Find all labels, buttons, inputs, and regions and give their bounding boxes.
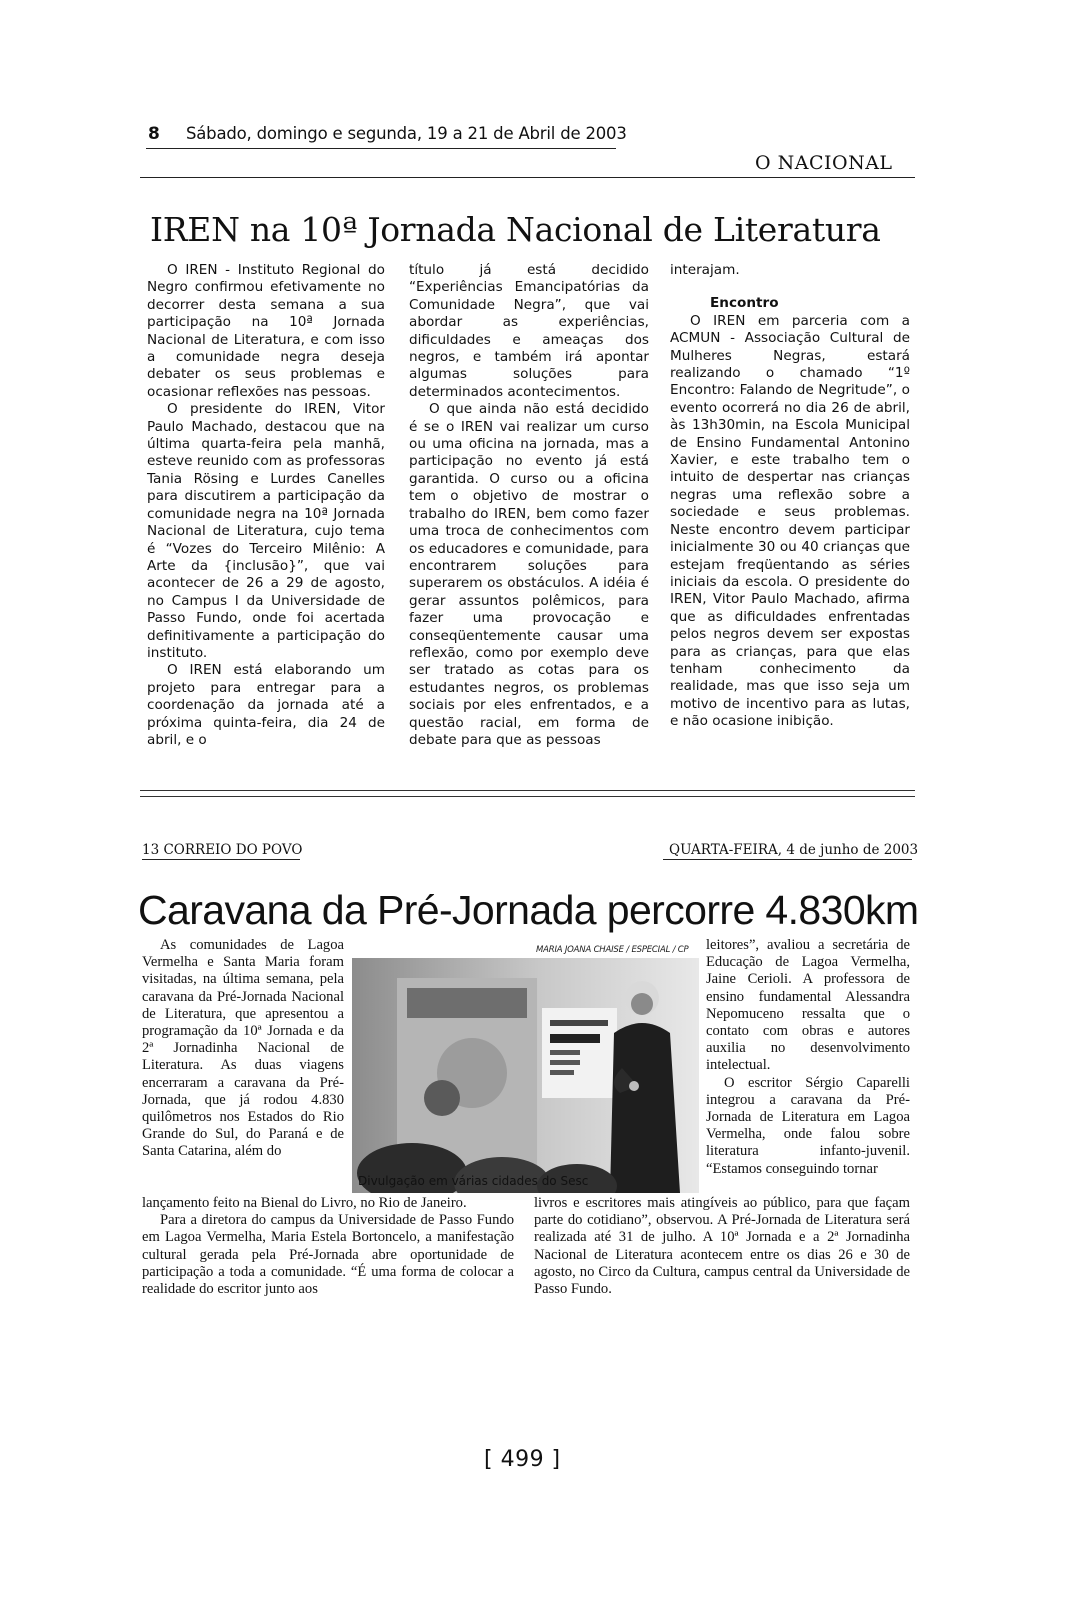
paragraph: O que ainda não está decidido é se o IREN vai realizar um curso ou uma oficina na jornada, mas a participação no evento já está garantida. O curso ou a oficina tem o objetivo de mostrar o trabalho do IREN, bem como fazer uma troca de conhecimentos com os educadores e comunidade, para encontrarem soluções para superarem os obstáculos. A idéia é gerar assuntos polêmicos, para fazer uma provocação e conseqüentemente causar uma reflexão, como por exemplo deve ser tratado as cotas para os estudantes negros, os problemas sociais por eles enfrentados, e a questão racial, em forma de debate para que as pessoas	[409, 401, 649, 748]
article-column-3	[670, 262, 910, 731]
paragraph: lançamento feito na Bienal do Livro, no Rio de Janeiro.	[142, 1195, 467, 1211]
page-number: 8	[148, 124, 160, 144]
article-column-right-narrow	[706, 937, 910, 1178]
date-line: Sábado, domingo e segunda, 19 a 21 de Abril de 2003	[186, 124, 627, 143]
paragraph: O IREN está elaborando um projeto para entregar para a coordenação da jornada até a próxima quinta-feira, dia 24 de abril, e o	[147, 662, 385, 748]
paragraph: título já está decidido “Experiências Emancipatórias da Comunidade Negra”, que vai abordar as experiências, dificuldades e ameaças dos negros, e também irá apontar algumas soluções para determinados acontecimentos.	[409, 262, 649, 400]
paragraph: O escritor Sérgio Caparelli integrou a caravana da Pré-Jornada de Literatura em Lagoa Vermelha, onde falou sobre literatura infanto-juvenil. “Estamos conseguindo tornar	[706, 1074, 910, 1177]
paragraph: leitores”, avaliou a secretária de Educação de Lagoa Vermelha, Jaine Cerioli. A professora de ensino fundamental Alessandra Nepomuceno ressalta que o contato com obras e autores auxilia no desenvolvimento intelectual.	[706, 937, 910, 1074]
paragraph: Para a diretora do campus da Universidade de Passo Fundo em Lagoa Vermelha, Maria Estela Bortoncelo, a manifestação cultural gerada pela Pré-Jornada abre oportunidade de participação a toda a comunidade. “É uma forma de colocar a realidade do escritor junto aos	[142, 1212, 514, 1298]
article-column-2	[409, 262, 649, 749]
source-rule	[142, 859, 300, 860]
headline-iren: IREN na 10ª Jornada Nacional de Literatura	[150, 210, 881, 249]
article-column-left-wide	[142, 1195, 514, 1298]
clipping-date: QUARTA-FEIRA, 4 de junho de 2003	[669, 842, 919, 858]
article-column-left-narrow	[142, 937, 344, 1161]
photo-credit: MARIA JOANA CHAISE / ESPECIAL / CP	[536, 945, 689, 955]
photo-caption: Divulgação em várias cidades do Sesc	[358, 1174, 589, 1188]
clipping-source: 13 CORREIO DO POVO	[142, 842, 303, 858]
paragraph: O IREN em parceria com a ACMUN - Associação Cultural de Mulheres Negras, estará realizando o chamado “1º Encontro: Falando de Negritude”, o evento ocorrerá no dia 26 de abril, às 13h30min, na Escola Municipal de Ensino Fundamental Antonino Xavier, e este trabalho tem o intuito de despertar nas crianças negras uma reflexão sobre a sociedade e seus problemas. Neste encontro devem participar inicialmente 30 ou 40 crianças que estejam freqüentando as séries iniciais da escola. O presidente do IREN, Vitor Paulo Machado, afirma que as dificuldades enfrentadas pelos negros devem ser expostas para as crianças, para que elas tenham conhecimento da realidade, mas que isso seja um motivo de incentivo para as lutas, e não ocasione inibição.	[670, 312, 910, 730]
article-column-1	[147, 262, 385, 749]
separator-rule	[140, 790, 915, 791]
headline-caravana: Caravana da Pré-Jornada percorre 4.830km	[138, 887, 919, 933]
photo-illustration	[352, 958, 699, 1193]
paragraph: O IREN - Instituto Regional do Negro confirmou efetivamente no decorrer desta semana a sua participação na 10ª Jornada Nacional de Literatura, e com isso a comunidade negra deseja debater os seus problemas e ocasionar reflexões nas pessoas.	[147, 262, 385, 400]
newspaper-rule	[140, 177, 915, 178]
event-photo	[352, 958, 699, 1193]
paragraph: interajam.	[670, 262, 740, 278]
newspaper-name: O NACIONAL	[755, 152, 893, 174]
paragraph: O presidente do IREN, Vitor Paulo Machado, destacou que na última quarta-feira pela manhã, esteve reunido com as professoras Tania Rösing e Lurdes Canelles para discutirem a participação da comunidade negra na 10ª Jornada Nacional de Literatura, cujo tema é “Vozes do Terceiro Milênio: A Arte da {inclusão}”, que vai acontecer de 26 a 29 de agosto, no Campus I da Universidade de Passo Fundo, onde foi acertada definitivamente a participação do instituto.	[147, 401, 385, 661]
paragraph: livros e escritores mais atingíveis ao público, para que façam parte do cotidiano”, observou. A Pré-Jornada de Literatura será realizada até 31 de julho. A 10ª Jornada e a 2ª Jornadinha Nacional de Literatura acontecem entre os dias 26 e 30 de agosto, no Circo da Cultura, campus central da Universidade de Passo Fundo.	[534, 1195, 910, 1298]
subheading-encontro: Encontro	[710, 295, 779, 312]
paragraph: As comunidades de Lagoa Vermelha e Santa Maria foram visitadas, na última semana, pela caravana da Pré-Jornada Nacional de Literatura, que apresentou a programação da 10ª Jornada e da 2ª Jornadinha Nacional de Literatura. As duas viagens encerraram a caravana da Pré-Jornada, que já rodou 4.830 quilômetros nos Estados do Rio Grande do Sul, do Paraná e de Santa Catarina, além do	[142, 937, 344, 1160]
separator-rule	[140, 796, 915, 797]
article-column-right-wide	[534, 1195, 910, 1298]
page-footer-number: [ 499 ]	[484, 1447, 561, 1472]
header-rule	[146, 148, 616, 149]
date-rule	[663, 859, 912, 860]
